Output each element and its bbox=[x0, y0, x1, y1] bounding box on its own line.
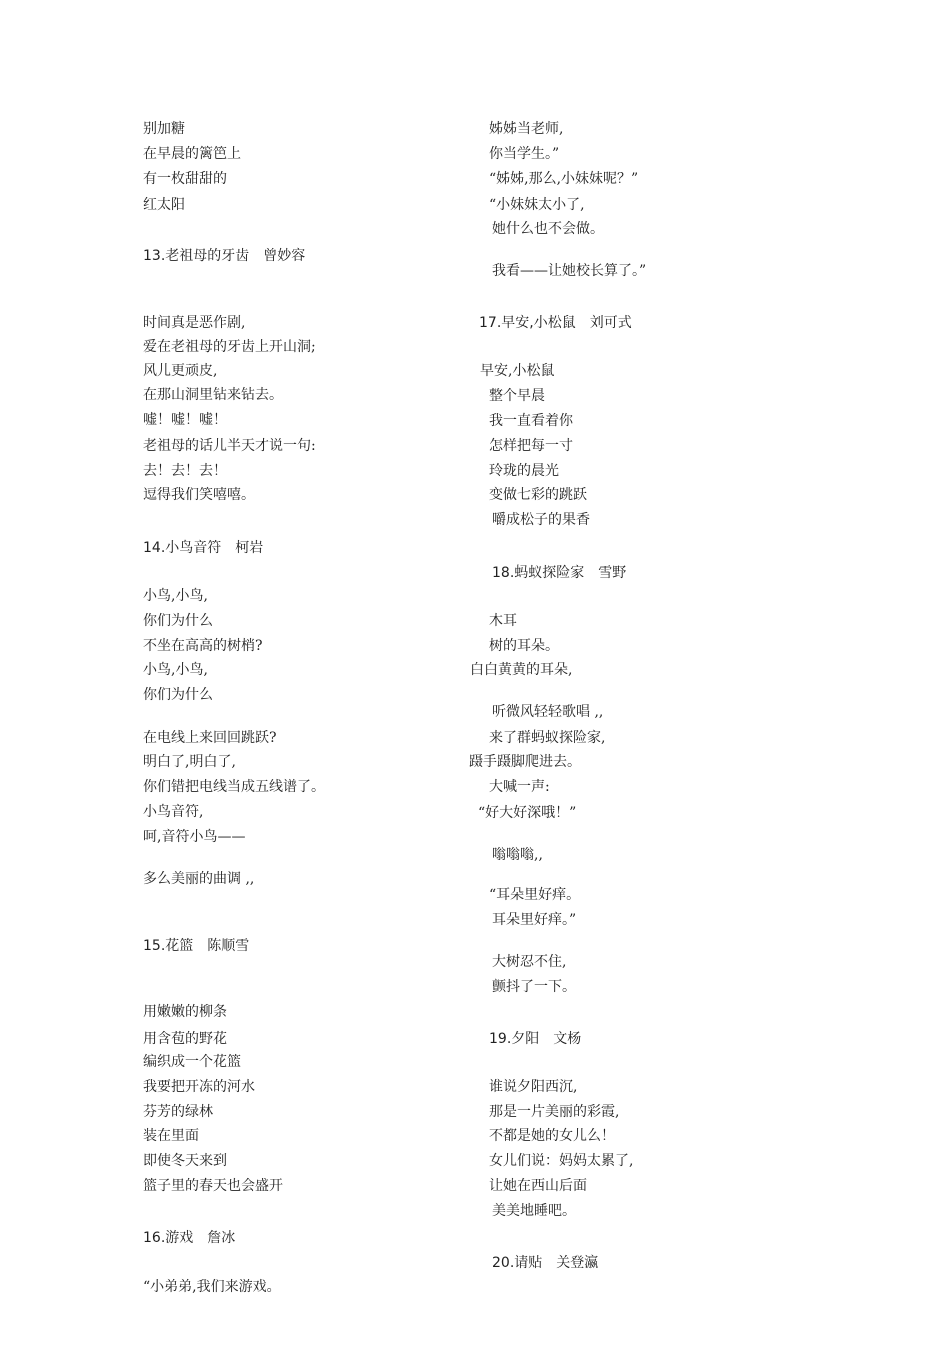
poem-line: 不都是她的女儿么！ bbox=[489, 1128, 615, 1144]
poem-line: “小妹妹太小了, bbox=[489, 197, 585, 213]
poem-line: 小鸟,小鸟, bbox=[143, 588, 208, 604]
poem-line: 我看——让她校长算了。” bbox=[492, 263, 647, 279]
poem-line: 芬芳的绿林 bbox=[143, 1104, 213, 1120]
poem-line: 你当学生。” bbox=[489, 146, 560, 162]
poem-title: 18.蚂蚁探险家 雪野 bbox=[492, 565, 627, 581]
poem-line: 来了群蚂蚁探险家, bbox=[489, 730, 606, 746]
poem-line: 小鸟,小鸟, bbox=[143, 662, 208, 678]
poem-title: 17.早安,小松鼠 刘可式 bbox=[479, 315, 632, 331]
poem-line: 白白黄黄的耳朵, bbox=[470, 662, 573, 678]
poem-line: 大喊一声: bbox=[489, 779, 550, 795]
poem-line: 爱在老祖母的牙齿上开山洞; bbox=[143, 339, 316, 355]
poem-line: 小鸟音符, bbox=[143, 804, 204, 820]
poem-line: “小弟弟,我们来游戏。 bbox=[143, 1279, 281, 1295]
poem-line: 装在里面 bbox=[143, 1128, 199, 1144]
poem-line: 耳朵里好痒。” bbox=[492, 912, 577, 928]
poem-line: 呵,音符小鸟—— bbox=[143, 829, 246, 845]
poem-title: 16.游戏 詹冰 bbox=[143, 1230, 236, 1246]
poem-line: “耳朵里好痒。 bbox=[489, 887, 581, 903]
poem-title: 20.请贴 关登瀛 bbox=[492, 1255, 599, 1271]
poem-line: 谁说夕阳西沉, bbox=[489, 1079, 578, 1095]
poem-line: 早安,小松鼠 bbox=[480, 363, 555, 379]
poem-line: 你们为什么 bbox=[143, 613, 213, 629]
poem-line: 变做七彩的跳跃 bbox=[489, 487, 587, 503]
poem-line: “好大好深哦！” bbox=[478, 805, 577, 821]
poem-line: 多么美丽的曲调 ,, bbox=[143, 871, 255, 887]
poem-title: 15.花篮 陈顺雪 bbox=[143, 938, 250, 954]
poem-line: 女儿们说：妈妈太累了, bbox=[489, 1153, 634, 1169]
poem-line: 时间真是恶作剧, bbox=[143, 315, 246, 331]
poem-line: 在那山洞里钻来钻去。 bbox=[143, 387, 283, 403]
poem-line: 有一枚甜甜的 bbox=[143, 171, 227, 187]
poem-line: 整个早晨 bbox=[489, 388, 545, 404]
poem-line: 去！去！去！ bbox=[143, 463, 227, 479]
poem-line: 老祖母的话儿半天才说一句: bbox=[143, 438, 316, 454]
poem-line: 在电线上来回回跳跃? bbox=[143, 730, 277, 746]
poem-line: 明白了,明白了, bbox=[143, 754, 236, 770]
poem-line: 树的耳朵。 bbox=[489, 638, 559, 654]
poem-line: 用嫩嫩的柳条 bbox=[143, 1004, 227, 1020]
poem-line: “姊姊,那么,小妹妹呢？” bbox=[489, 171, 639, 187]
poem-line: 编织成一个花篮 bbox=[143, 1054, 241, 1070]
poem-line: 颤抖了一下。 bbox=[492, 979, 576, 995]
poem-line: 用含苞的野花 bbox=[143, 1031, 227, 1047]
poem-title: 14.小鸟音符 柯岩 bbox=[143, 540, 264, 556]
poem-line: 那是一片美丽的彩霞, bbox=[489, 1104, 620, 1120]
poem-line: 你们错把电线当成五线谱了。 bbox=[143, 779, 325, 795]
poem-line: 篮子里的春天也会盛开 bbox=[143, 1178, 283, 1194]
poem-line: 红太阳 bbox=[143, 197, 185, 213]
poem-line: 怎样把每一寸 bbox=[489, 438, 573, 454]
poem-line: 风儿更顽皮, bbox=[143, 363, 218, 379]
poem-line: 姊姊当老师, bbox=[489, 121, 564, 137]
poem-line: 嘘！嘘！嘘！ bbox=[143, 412, 227, 428]
poem-line: 逗得我们笑嘻嘻。 bbox=[143, 487, 255, 503]
poem-line: 我要把开冻的河水 bbox=[143, 1079, 255, 1095]
poem-line: 即使冬天来到 bbox=[143, 1153, 227, 1169]
poem-line: 不坐在高高的树梢? bbox=[143, 638, 263, 654]
poem-line: 在早晨的篱笆上 bbox=[143, 146, 241, 162]
poem-line: 别加糖 bbox=[143, 121, 185, 137]
poem-line: 让她在西山后面 bbox=[489, 1178, 587, 1194]
poem-title: 19.夕阳 文杨 bbox=[489, 1031, 582, 1047]
poem-line: 听微风轻轻歌唱 ,, bbox=[492, 704, 604, 720]
poem-line: 她什么也不会做。 bbox=[492, 221, 604, 237]
poem-line: 美美地睡吧。 bbox=[492, 1203, 576, 1219]
poem-line: 你们为什么 bbox=[143, 687, 213, 703]
poem-line: 木耳 bbox=[489, 613, 517, 629]
poem-line: 蹑手蹑脚爬进去。 bbox=[469, 754, 581, 770]
poem-line: 嚼成松子的果香 bbox=[492, 512, 590, 528]
poem-line: 我一直看着你 bbox=[489, 413, 573, 429]
poem-line: 玲珑的晨光 bbox=[489, 463, 559, 479]
poem-line: 大树忍不住, bbox=[492, 954, 567, 970]
poem-line: 嗡嗡嗡,, bbox=[492, 847, 543, 863]
poem-title: 13.老祖母的牙齿 曾妙容 bbox=[143, 248, 306, 264]
